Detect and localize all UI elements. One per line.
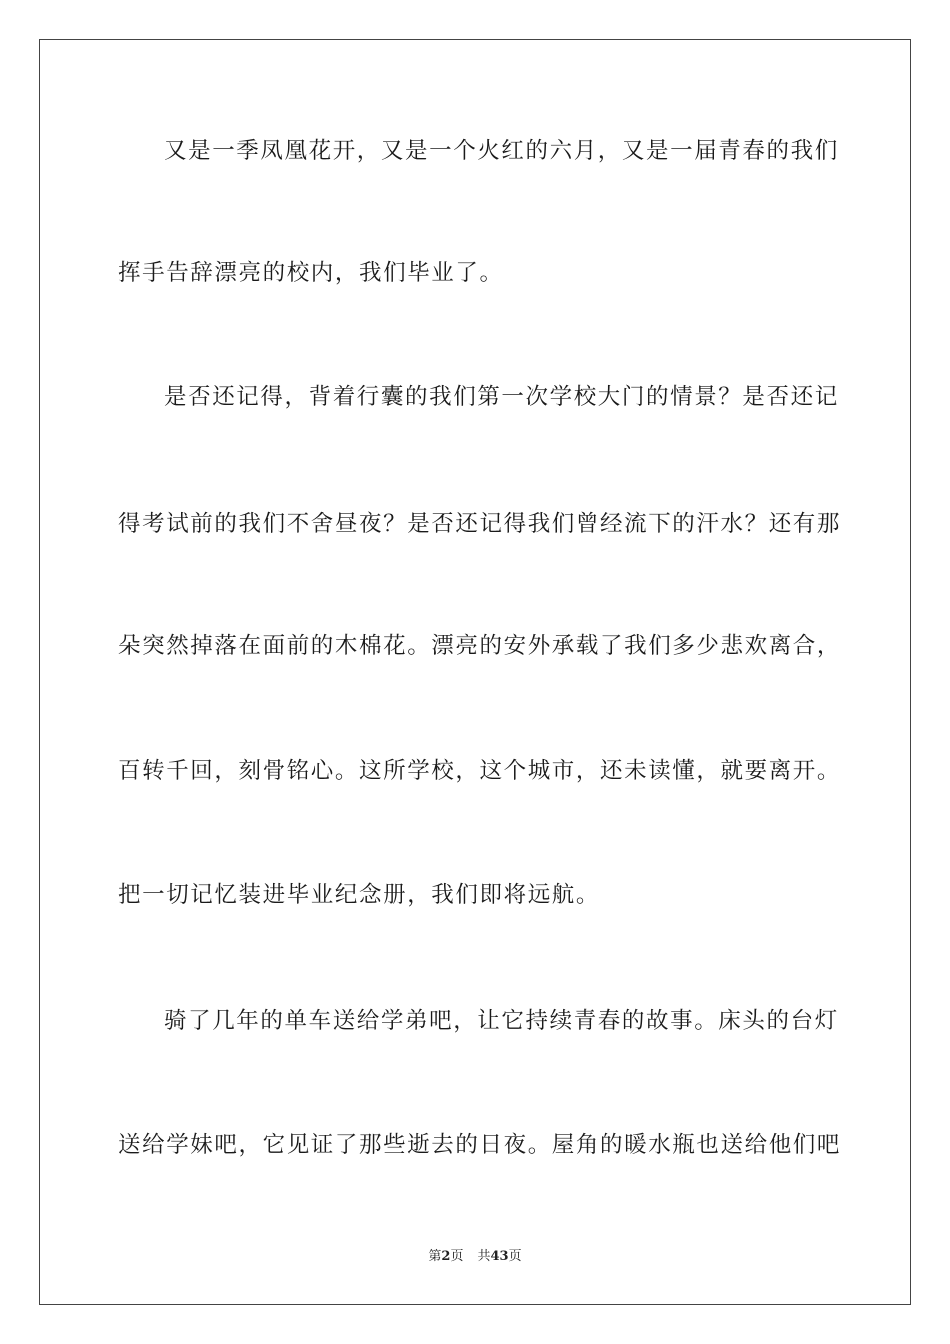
current-page-number: 2 — [441, 1249, 451, 1264]
paragraph-1-line-1: 又是一季凤凰花开，又是一个火红的六月，又是一届青春的我们 — [164, 138, 839, 164]
page-footer — [0, 1248, 950, 1266]
paragraph-3-line-1: 骑了几年的单车送给学弟吧，让它持续青春的故事。床头的台灯 — [164, 1008, 839, 1034]
paragraph-3-line-2: 送给学妹吧，它见证了那些逝去的日夜。屋角的暖水瓶也送给他们吧 — [118, 1132, 842, 1158]
page-border — [39, 39, 911, 1305]
page-label-suffix: 页 — [450, 1249, 464, 1264]
paragraph-2-line-1: 是否还记得，背着行囊的我们第一次学校大门的情景？是否还记 — [164, 384, 839, 410]
paragraph-2-line-4: 百转千回，刻骨铭心。这所学校，这个城市，还未读懂，就要离开。 — [118, 758, 842, 784]
paragraph-1-line-2: 挥手告辞漂亮的校内，我们毕业了。 — [118, 260, 504, 286]
paragraph-2-line-5: 把一切记忆装进毕业纪念册，我们即将远航。 — [118, 882, 601, 908]
total-page-count: 43 — [490, 1249, 509, 1264]
page-label-prefix: 第 — [428, 1249, 442, 1264]
paragraph-2-line-3: 朵突然掉落在面前的木棉花。漂亮的安外承载了我们多少悲欢离合， — [118, 633, 842, 659]
total-label-suffix: 页 — [508, 1249, 522, 1264]
paragraph-2-line-2: 得考试前的我们不舍昼夜？是否还记得我们曾经流下的汗水？还有那 — [118, 511, 842, 537]
total-label-prefix: 共 — [477, 1249, 491, 1264]
